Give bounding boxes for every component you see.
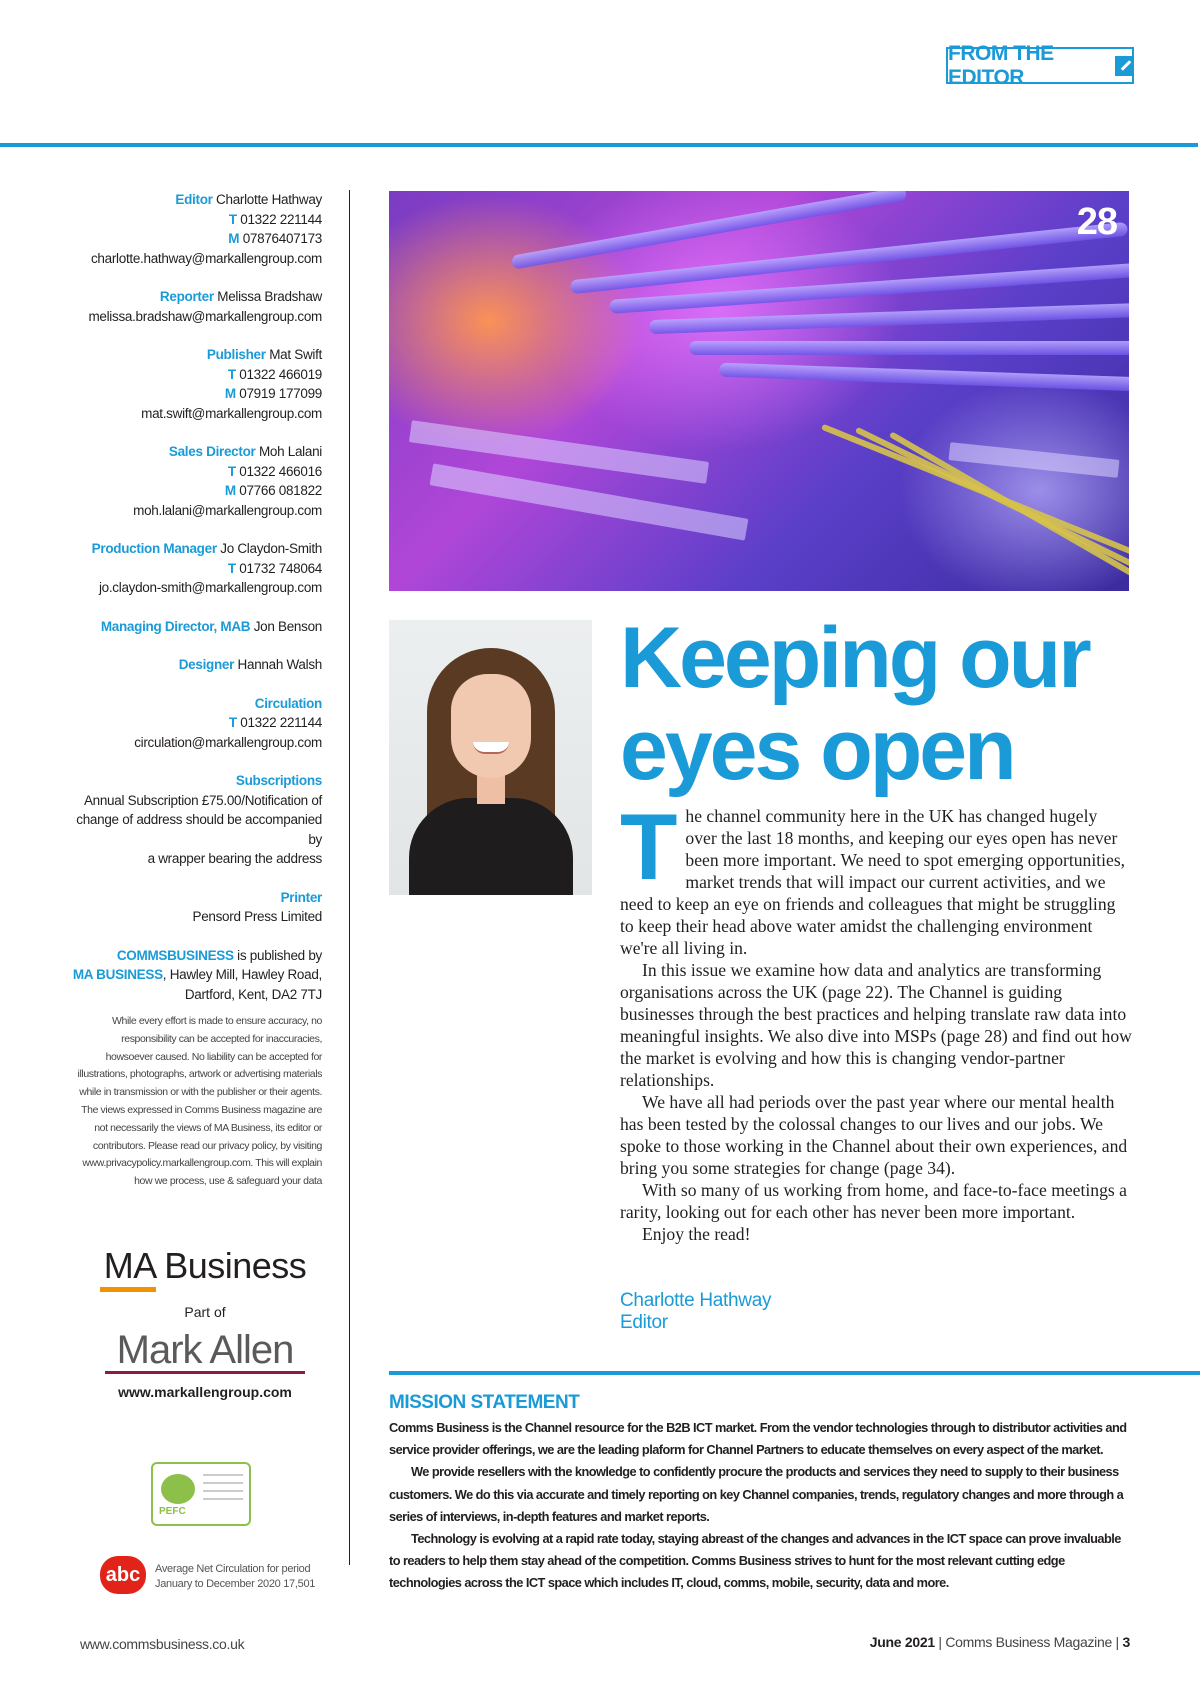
- disclaimer-line: while in transmission or with the publisher or their agents.: [79, 1086, 322, 1099]
- part-of-text: Part of: [184, 1304, 226, 1320]
- printer-label: Printer: [280, 889, 322, 905]
- address-line: , Hawley Mill, Hawley Road,: [162, 967, 322, 982]
- editor-email[interactable]: charlotte.hathway@markallengroup.com: [90, 250, 322, 266]
- pen-edit-icon: [1115, 56, 1132, 76]
- mobile-label: M: [224, 483, 236, 498]
- publisher-phone: 01322 466019: [239, 366, 322, 382]
- disclaimer-line: While every effort is made to ensure accuracy, no: [112, 1015, 322, 1027]
- disclaimer-line: The views expressed in Comms Business magazine are: [81, 1103, 322, 1116]
- portrait-shape: [409, 798, 573, 895]
- circulation-phone: 01322 221144: [240, 715, 322, 730]
- published-by-text: is published by: [233, 947, 322, 963]
- publisher-email[interactable]: mat.swift@markallengroup.com: [141, 405, 322, 421]
- magazine-name: Comms Business Magazine: [945, 1634, 1112, 1650]
- masthead-sales-director: [60, 442, 322, 520]
- masthead-reporter: [60, 287, 322, 326]
- sales-director-label: Sales Director: [168, 444, 256, 459]
- mark-allen-wordmark: Mark Allen: [116, 1328, 294, 1372]
- production-manager-name: Jo Claydon-Smith: [220, 541, 322, 556]
- mission-paragraph: Technology is evolving at a rapid rate today, staying abreast of the changes and advances in the ICT space can prove invaluable to readers to help them stay ahead of the competition. Comms Business strives to hunt for the most relevant cutting edge technologies across the ICT space which includes IT, cloud, comms, mobile, security, data and more.: [389, 1531, 1121, 1591]
- sales-director-phone: 01322 466016: [239, 463, 322, 479]
- masthead-designer: [60, 655, 322, 675]
- portrait-shape: [451, 674, 531, 778]
- publisher-mobile: 07919 177099: [239, 386, 322, 401]
- mission-title: MISSION STATEMENT: [389, 1392, 580, 1413]
- sales-director-name: Moh Lalani: [258, 444, 322, 459]
- circulation-label: Circulation: [254, 695, 322, 711]
- ma-business-logo: [80, 1245, 330, 1374]
- managing-director-label: Managing Director, MAB: [100, 618, 251, 634]
- pefc-certified-logo: [151, 1462, 251, 1526]
- disclaimer-line: howsoever caused. No liability can be accepted for: [105, 1050, 322, 1063]
- article-paragraph: Enjoy the read!: [642, 1224, 751, 1244]
- article-paragraph: We have all had periods over the past year where our mental health has been tested by the colossal changes to our lives and our jobs. We spoke to those working in the Channel about their own experiences, and bring you some strategies for change (page 34).: [620, 1092, 1128, 1178]
- publisher-label: Publisher: [206, 347, 266, 362]
- designer-name: Hannah Walsh: [237, 657, 322, 672]
- disclaimer-line: how we process, use & safeguard your data: [134, 1175, 322, 1188]
- sidebar-divider: [349, 190, 350, 1565]
- editor-portrait-photo: [389, 620, 592, 895]
- mission-paragraph: We provide resellers with the knowledge to confidently procure the products and services they need to supply to their business customers. We do this via accurate and timely reporting on key Channel companies, trends, regulatory changes and more through a series of interviews, in-depth features and market reports.: [389, 1464, 1124, 1524]
- article-body: [620, 794, 1132, 1245]
- reporter-email[interactable]: melissa.bradshaw@markallengroup.com: [88, 308, 322, 324]
- address-line: Dartford, Kent, DA2 7TJ: [184, 986, 322, 1002]
- disclaimer-line: illustrations, photographs, artwork or advertising materials: [77, 1068, 322, 1081]
- signature-role: Editor: [620, 1312, 668, 1333]
- phone-label: T: [227, 366, 236, 382]
- phone-label: T: [227, 560, 236, 576]
- markallen-url[interactable]: www.markallengroup.com: [118, 1384, 292, 1400]
- editor-phone: 01322 221144: [240, 211, 322, 227]
- paragraph-text: he channel community here in the UK has changed hugely over the last 18 months, and keeping our eyes open has never been more important. We need to spot emerging opportunities, market trends that will impact our current activities, and we need to keep an eye on friends and colleagues that might be struggling to keep their head above water amidst the challenging environment we're all living in.: [620, 806, 1126, 958]
- production-manager-label: Production Manager: [91, 541, 217, 556]
- masthead-printer: [60, 888, 322, 927]
- separator: |: [1111, 1634, 1123, 1650]
- drop-cap: T: [620, 794, 678, 899]
- company-name: MA BUSINESS: [72, 967, 163, 982]
- editor-name: Charlotte Hathway: [216, 192, 322, 207]
- sales-director-email[interactable]: moh.lalani@markallengroup.com: [133, 502, 322, 518]
- editor-mobile: 07876407173: [242, 231, 322, 246]
- cable-shape: [719, 363, 1129, 394]
- footer-website-link[interactable]: www.commsbusiness.co.uk: [80, 1636, 245, 1652]
- mission-rule: [389, 1371, 1200, 1375]
- subscriptions-line: Annual Subscription £75.00/Notification of: [83, 792, 322, 808]
- masthead-editor: [60, 190, 322, 268]
- sales-director-mobile: 07766 081822: [239, 483, 322, 498]
- subscriptions-line: a wrapper bearing the address: [147, 851, 322, 866]
- abc-logo: [100, 1556, 146, 1594]
- editor-signature: [620, 1290, 771, 1334]
- pefc-label: PEFC: [159, 1506, 186, 1517]
- production-manager-phone: 01732 748064: [239, 560, 322, 576]
- masthead-subscriptions: [60, 771, 322, 869]
- logo-underline: [100, 1287, 156, 1292]
- article-paragraph: In this issue we examine how data and analytics are transforming organisations across the UK (page 22). The Channel is guiding businesses through the best practices and helping translate raw data into meaningful insights. We also dive into MSPs (page 28) and find out how the market is evolving and how this is changing vendor-partner relationships.: [620, 960, 1132, 1090]
- headline-line: Keeping our: [620, 610, 1089, 706]
- section-label: FROM THE EDITOR: [948, 41, 1054, 89]
- disclaimer-line: contributors. Please read our privacy policy, by visiting: [92, 1139, 322, 1152]
- signature-name: Charlotte Hathway: [620, 1290, 772, 1311]
- masthead-circulation: [60, 694, 322, 753]
- pefc-tree-icon: [161, 1474, 195, 1504]
- brand-name: COMMSBUSINESS: [116, 947, 234, 963]
- production-manager-email[interactable]: jo.claydon-smith@markallengroup.com: [98, 580, 322, 595]
- masthead-managing-director: [60, 617, 322, 637]
- mission-paragraph: Comms Business is the Channel resource for the B2B ICT market. From the vendor technologies through to distributor activities and service provider offerings, we are the leading plaform for Channel Partners to educate themselves on every aspect of the market.: [389, 1420, 1127, 1458]
- disclaimer-line: responsibility can be accepted for inaccuracies,: [121, 1032, 322, 1045]
- disclaimer-line: not necessarily the views of MA Business, its editor or: [94, 1121, 322, 1134]
- footer-folio: [870, 1634, 1130, 1650]
- phone-label: T: [228, 715, 237, 730]
- cable-shape: [689, 341, 1129, 355]
- reporter-label: Reporter: [159, 289, 214, 304]
- masthead-publisher: [60, 345, 322, 423]
- disclaimer: [60, 1013, 322, 1191]
- publisher-name: Mat Swift: [269, 347, 322, 362]
- headline-line: eyes open: [620, 702, 1014, 798]
- subscriptions-label: Subscriptions: [235, 773, 322, 788]
- phone-label: T: [227, 463, 236, 479]
- article-paragraph: With so many of us working from home, and face-to-face meetings a rarity, looking out for each other has never been more important.: [620, 1180, 1127, 1222]
- cable-shape: [649, 302, 1129, 334]
- issue-date: June 2021: [869, 1634, 935, 1650]
- disclaimer-line: www.privacypolicy.markallengroup.com. This will explain: [82, 1157, 322, 1170]
- article-headline: [620, 612, 1140, 796]
- ma-business-wordmark: MA Business: [103, 1245, 307, 1286]
- editor-label: Editor: [175, 192, 213, 207]
- masthead-production-manager: [60, 539, 322, 598]
- abc-wordmark: abc: [105, 1563, 141, 1586]
- header-rule: [0, 143, 1198, 147]
- hero-image-network-cables: [389, 191, 1129, 591]
- section-badge: [946, 41, 1134, 89]
- separator: |: [934, 1634, 946, 1650]
- mobile-label: M: [224, 386, 236, 401]
- publisher-info: [60, 946, 322, 1005]
- mobile-label: M: [228, 231, 240, 246]
- printer-name: Pensord Press Limited: [192, 909, 322, 924]
- page-number: 3: [1122, 1634, 1130, 1650]
- phone-label: T: [228, 211, 237, 227]
- managing-director-name: Jon Benson: [253, 618, 322, 634]
- circulation-statement: Average Net Circulation for period January to December 2020 17,501: [155, 1563, 316, 1590]
- mission-body: [389, 1417, 1134, 1595]
- page-reference-number: 28: [1076, 201, 1117, 243]
- switch-port-row: [949, 442, 1120, 478]
- subscriptions-line: change of address should be accompanied by: [76, 812, 322, 847]
- circulation-email[interactable]: circulation@markallengroup.com: [134, 734, 322, 750]
- reporter-name: Melissa Bradshaw: [217, 289, 322, 304]
- pefc-fine-print: [203, 1474, 243, 1506]
- designer-label: Designer: [178, 657, 235, 672]
- article-paragraph: [620, 794, 1132, 959]
- masthead-sidebar: [60, 190, 322, 1191]
